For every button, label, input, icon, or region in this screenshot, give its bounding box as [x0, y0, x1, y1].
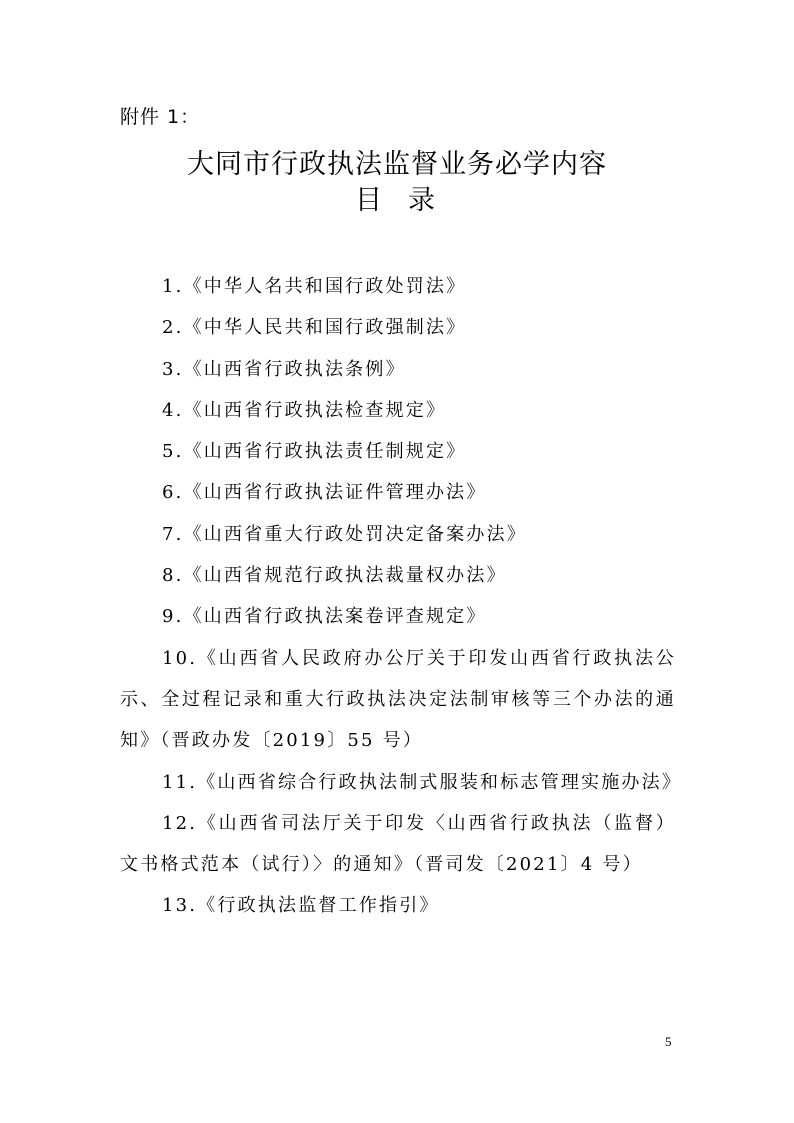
toc-item-4: 4.《山西省行政执法检查规定》	[162, 399, 447, 421]
attachment-label: 附件 1：	[120, 106, 201, 128]
toc-item-11: 11.《山西省综合行政执法制式服装和标志管理实施办法》	[162, 771, 683, 793]
page-number: 5	[665, 1034, 672, 1049]
toc-item-10: 10.《山西省人民政府办公厅关于印发山西省行政执法公示、全过程记录和重大行政执法决定法制审核等三个办法的通知》（晋政办发〔2019〕55 号）	[120, 647, 676, 752]
toc-item-13: 13.《行政执法监督工作指引》	[162, 895, 440, 917]
toc-item-1: 1.《中华人名共和国行政处罚法》	[162, 276, 467, 297]
toc-item-3: 3.《山西省行政执法条例》	[162, 358, 406, 380]
toc-item-7: 7.《山西省重大行政处罚决定备案办法》	[162, 523, 527, 545]
table-of-contents-heading: 目录	[355, 185, 461, 216]
toc-item-2: 2.《中华人民共和国行政强制法》	[162, 317, 467, 339]
table-of-contents	[120, 266, 683, 927]
toc-item-12: 12.《山西省司法厅关于印发〈山西省行政执法（监督）文书格式范本（试行）〉的通知》（晋司发〔2021〕4 号）	[120, 812, 676, 876]
toc-item-6: 6.《山西省行政执法证件管理办法》	[162, 482, 487, 504]
toc-item-5: 5.《山西省行政执法责任制规定》	[162, 441, 467, 463]
toc-item-8: 8.《山西省规范行政执法裁量权办法》	[162, 565, 507, 587]
document-title: 大同市行政执法监督业务必学内容	[187, 149, 607, 180]
toc-item-9: 9.《山西省行政执法案卷评查规定》	[162, 606, 487, 628]
